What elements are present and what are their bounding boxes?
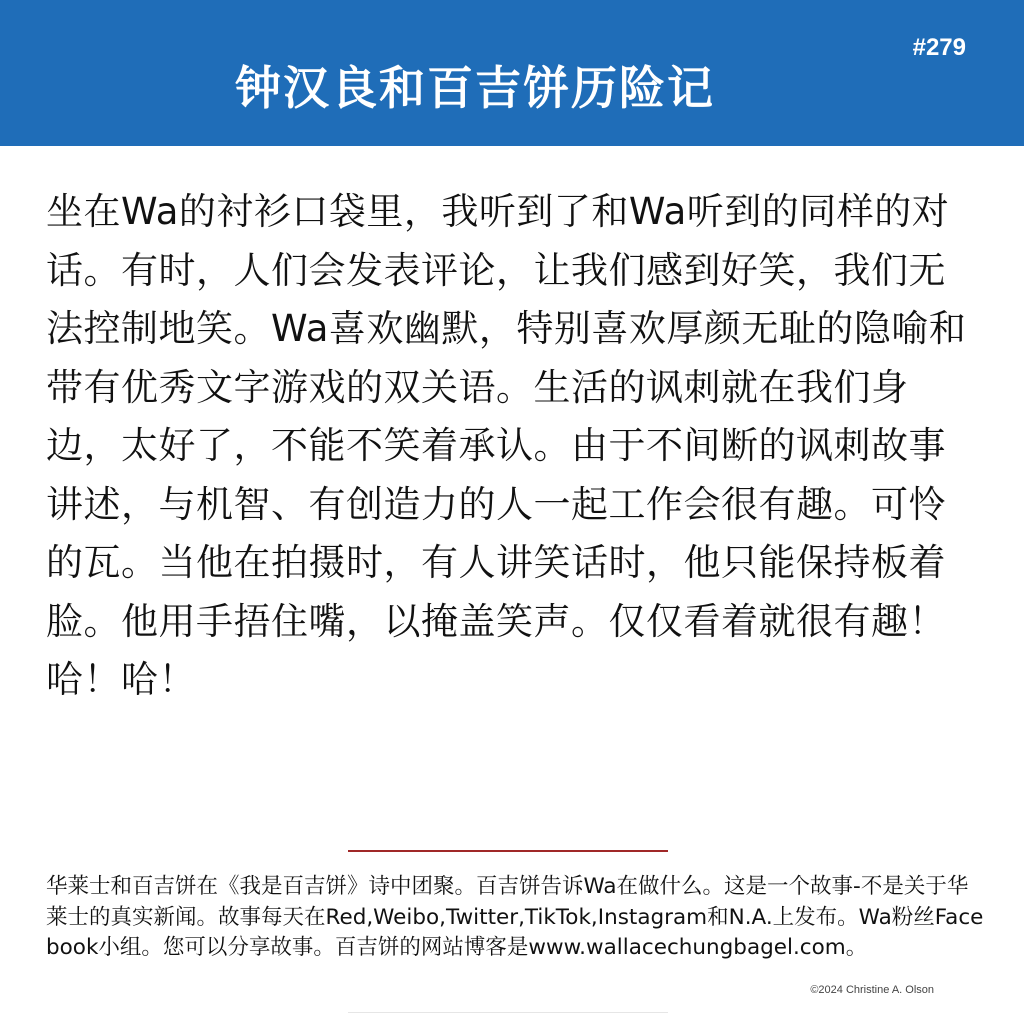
footer-note: 华莱士和百吉饼在《我是百吉饼》诗中团聚。百吉饼告诉Wa在做什么。这是一个故事-不是关于华莱士的真实新闻。故事每天在Red,Weibo,Twitter,TikTok,Instagram和N.A.上发布。Wa粉丝Facebook小组。您可以分享故事。百吉饼的网站博客是www.wallacechungbagel.com。 bbox=[46, 874, 984, 960]
episode-number: #279 bbox=[912, 34, 966, 61]
bottom-divider bbox=[348, 1012, 668, 1013]
story-text: 坐在Wa的衬衫口袋里，我听到了和Wa听到的同样的对话。有时，人们会发表评论，让我们感到好笑，我们无法控制地笑。Wa喜欢幽默，特别喜欢厚颜无耻的隐喻和带有优秀文字游戏的双关语。生活的讽刺就在我们身边，太好了，不能不笑着承认。由于不间断的讽刺故事讲述，与机智、有创造力的人一起工作会很有趣。可怜的瓦。当他在拍摄时，有人讲笑话时，他只能保持板着脸。他用手捂住嘴，以掩盖笑声。仅仅看着就很有趣！哈！哈！ bbox=[46, 190, 967, 701]
page-title: 钟汉良和百吉饼历险记 bbox=[235, 61, 715, 115]
divider-line bbox=[348, 850, 668, 852]
title-banner bbox=[0, 0, 1024, 146]
copyright-text: ©2024 Christine A. Olson bbox=[810, 984, 934, 996]
